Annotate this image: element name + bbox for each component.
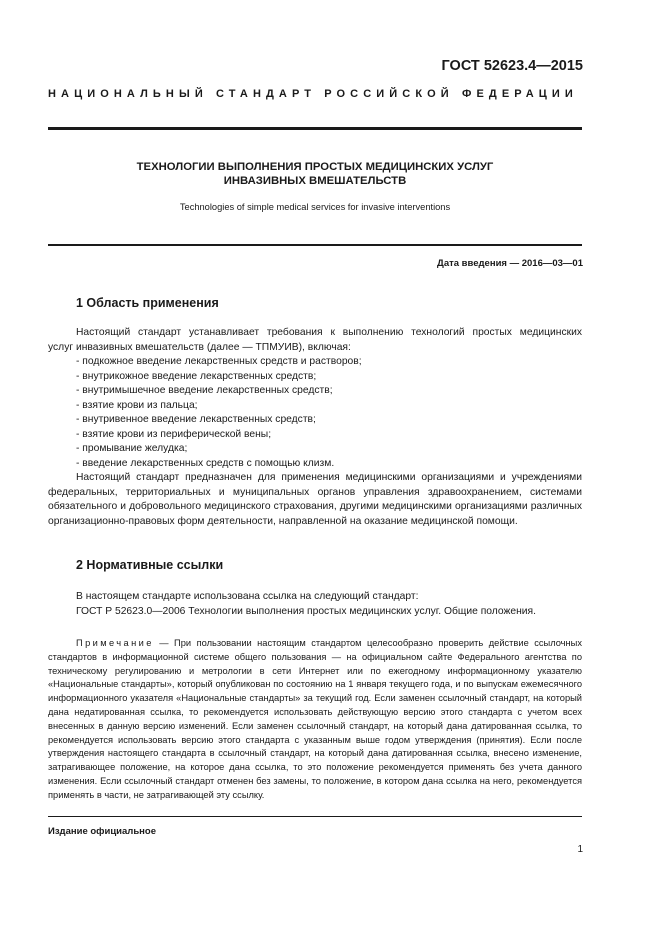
footer-divider [48, 816, 582, 817]
section-1-intro-line-1: Настоящий стандарт устанавливает требования к выполнению технологий простых медицинских [76, 327, 582, 338]
list-item: - внутривенное введение лекарственных средств; [76, 414, 316, 425]
section-2-reference: ГОСТ Р 52623.0—2006 Технологии выполнения простых медицинских услуг. Общие положения. [76, 605, 536, 617]
list-item: - внутрикожное введение лекарственных средств; [76, 370, 317, 382]
list-item: - введение лекарственных средств с помощью клизм. [76, 457, 335, 469]
section-2-body [48, 590, 582, 619]
section-1-intro-line-2: услуг инвазивных вмешательств (далее — ТПМУИВ), включая: [48, 341, 351, 353]
document-title-line-2: ИНВАЗИВНЫХ ВМЕШАТЕЛЬСТВ [223, 175, 407, 187]
note-text: — При пользовании настоящим стандартом целесообразно проверить действие ссылочных стандартов в информационной системе общего пользования — на официальном сайте Федерального агентства по техническому регулированию и метрологии в сети Интернет или по ежегодному информационному указателю «Национальные стандарты», который опубликован по состоянию на 1 января текущего года, и по выпускам ежемесячного информационного указателя «Национальные стандарты» за текущий год. Если заменен ссылочный стандарт, на который дана недатированная ссылка, то рекомендуется использовать действующую версию этого стандарта с учетом всех внесенных в данную версию изменений. Если заменен ссылочный стандарт, на который дана датированная ссылка, то рекомендуется использовать версию этого стандарта с указанным выше годом утверждения (принятия). Если после утверждения настоящего стандарта в ссылочный стандарт, на который дана датированная ссылка, внесено изменение, затрагивающее положение, на которое дана ссылка, то это положение рекомендуется применять без учета данного изменения. Если ссылочный стандарт отменен без замены, то положение, в котором дана ссылка на него, рекомендуется применять в части, не затрагивающей эту ссылку. [48, 638, 582, 800]
note-block [48, 637, 582, 803]
document-number: ГОСТ 52623.4—2015 [441, 58, 583, 74]
header-divider [48, 127, 582, 130]
section-1-heading: 1 Область применения [76, 296, 219, 310]
document-title [48, 160, 582, 188]
list-item: - промывание желудка; [76, 443, 188, 454]
edition-label: Издание официальное [48, 826, 156, 837]
section-2-heading: 2 Нормативные ссылки [76, 558, 224, 572]
section-2-line-1: В настоящем стандарте использована ссылка на следующий стандарт: [76, 591, 419, 602]
english-title: Technologies of simple medical services for invasive interventions [179, 202, 451, 212]
page-number: 1 [577, 844, 583, 855]
section-1-purpose: Настоящий стандарт предназначен для применения медицинскими организациями и учреждениями федеральных, территориальных и муниципальных органов управления здравоохранением, системами обязательного и добровольного медицинского страхования, другими медицинскими организациями различных организационно-правовых форм деятельности, направленной на оказание медицинской помощи. [48, 472, 582, 527]
document-title-line-1: ТЕХНОЛОГИИ ВЫПОЛНЕНИЯ ПРОСТЫХ МЕДИЦИНСКИХ УСЛУГ [136, 161, 494, 173]
section-1-body [48, 326, 582, 529]
list-item: - взятие крови из периферической вены; [76, 428, 272, 440]
title-divider [48, 244, 582, 246]
national-standard-title: НАЦИОНАЛЬНЫЙ СТАНДАРТ РОССИЙСКОЙ ФЕДЕРАЦИИ [48, 88, 578, 100]
introduction-date: Дата введения — 2016—03—01 [437, 258, 583, 269]
note-label: Примечание [76, 638, 154, 648]
list-item: - внутримышечное введение лекарственных средств; [76, 385, 333, 396]
list-item: - подкожное введение лекарственных средств и растворов; [76, 356, 362, 367]
list-item: - взятие крови из пальца; [76, 399, 198, 411]
